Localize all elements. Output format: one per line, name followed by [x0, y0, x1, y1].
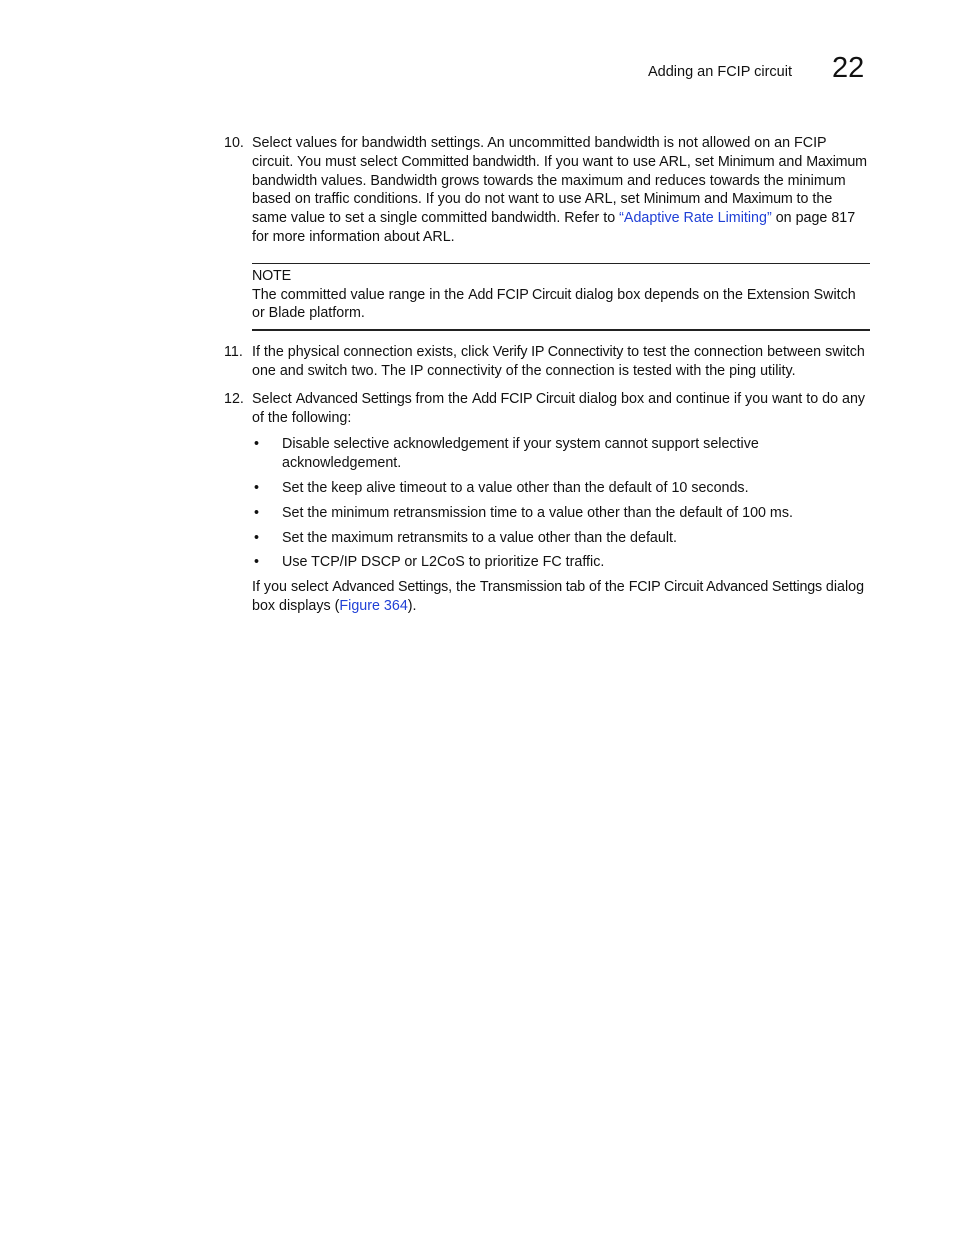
ui-term: Minimum	[717, 153, 775, 170]
bullet-list	[252, 435, 870, 572]
page-content	[224, 134, 874, 616]
ui-term: FCIP Circuit Advanced Settings	[628, 579, 822, 596]
note-text: The committed value range in the Add FCIP Circuit dialog box depends on the Extension Switch or Blade platform.	[252, 286, 856, 322]
ui-term: Maximum	[731, 191, 793, 208]
figure-link[interactable]: Figure 364	[339, 597, 408, 614]
note-label: NOTE	[252, 267, 291, 284]
step-number: 10.	[224, 135, 244, 151]
running-header-title: Adding an FCIP circuit	[648, 64, 792, 80]
note-box	[252, 263, 870, 331]
step-text: If the physical connection exists, click Verify IP Connectivity to test the connection between switch one and switch two. The IP connectivity of the connection is tested with the ping utility.	[252, 344, 865, 379]
chapter-number: 22	[832, 52, 865, 84]
ui-term: Verify IP Connectivity	[492, 344, 624, 361]
ui-term: Maximum	[806, 153, 867, 170]
list-item: • Set the minimum retransmission time to a value other than the default of 100 ms.	[254, 504, 793, 521]
ui-term: Transmission tab	[479, 579, 586, 596]
step-text: Select values for bandwidth settings. An uncommitted bandwidth is not allowed on an FCIP circuit. You must select Committed bandwidth. If you want to use ARL, set Minimum and Maximum bandwidth values. Bandwidth grows towards the maximum and reduces towards the minimum based on traffic conditions. If you do not want to use ARL, set Minimum and Maximum to the same value to set a single committed bandwidth. Refer to “Adaptive Rate Limiting” on page 817 for more information about ARL.	[252, 135, 867, 245]
ui-term: Add FCIP Circuit	[468, 286, 572, 303]
ui-term: Advanced Settings	[332, 579, 449, 596]
step-number: 11.	[224, 344, 243, 361]
step-text: Select Advanced Settings from the Add FCIP Circuit dialog box and continue if you want to do any of the following: • Disable selective acknowledgement if your system cannot support selective acknowledgement. • Set the keep alive timeout to a value other than the default of 10 seconds. • Set the minimum retransmission time to a value other than the default of 100 ms. • Set the maximum retransmits to a value other than the default. • Use TCP/IP DSCP or L2CoS to prioritize FC traffic. If you select Advanced Settings, the Transmission tab of the FCIP Circuit Advanced Settings dialog box displays (Figure 364).	[252, 390, 870, 616]
ui-term: Advanced Settings	[295, 390, 412, 407]
list-item: • Set the keep alive timeout to a value other than the default of 10 seconds.	[254, 479, 749, 496]
step-12	[224, 390, 874, 616]
step-11	[224, 343, 874, 381]
list-item: • Disable selective acknowledgement if your system cannot support selective acknowledgement.	[254, 436, 759, 472]
step-number: 12.	[224, 390, 244, 407]
ui-term: Committed bandwidth	[401, 153, 536, 170]
ui-term: Minimum	[643, 191, 701, 208]
paragraph: If you select Advanced Settings, the Transmission tab of the FCIP Circuit Advanced Settings dialog box displays (Figure 364).	[252, 579, 865, 614]
step-10	[224, 134, 874, 247]
list-item: • Set the maximum retransmits to a value other than the default.	[254, 529, 677, 546]
cross-reference-link[interactable]: “Adaptive Rate Limiting”	[619, 210, 772, 227]
ui-term: Add FCIP Circuit	[471, 390, 575, 407]
list-item: • Use TCP/IP DSCP or L2CoS to prioritize FC traffic.	[254, 554, 605, 571]
